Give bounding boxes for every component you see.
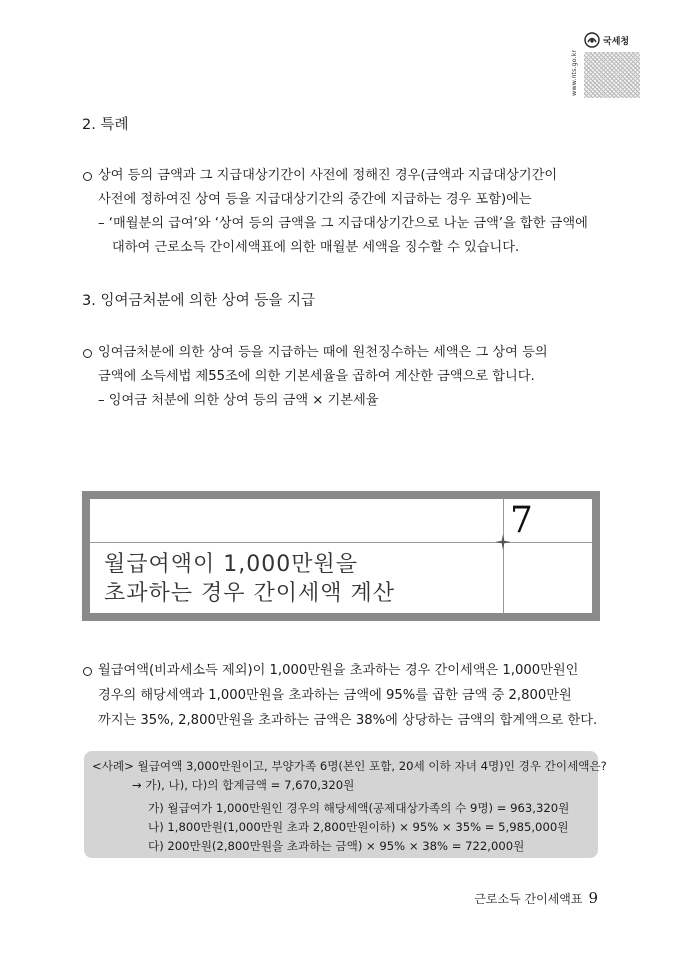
- section-7-para-line1: 월급여액(비과세소득 제외)이 1,000만원을 초과하는 경우 간이세액은 1,000만원인: [98, 663, 579, 678]
- nts-logo: [570, 28, 642, 98]
- example-line1: <사례> 월급여액 3,000만원이고, 부양가족 6명(본인 포함, 20세 이하 자녀 4명)인 경우 간이세액은?: [92, 759, 607, 773]
- section-2-para-line2: 사전에 정하여진 상여 등을 지급대상기간의 중간에 지급하는 경우 포함)에는: [98, 192, 532, 207]
- page-footer: [474, 889, 598, 907]
- section-2-sub-line1: – ‘매월분의 급여’와 ‘상여 등의 금액을 그 지급대상기간으로 나눈 금액’을 합한 금액에: [98, 216, 588, 231]
- section-3-heading: 3. 잉여금처분에 의한 상여 등을 지급: [82, 293, 315, 309]
- example-line2: → 가), 나), 다)의 합계금액 = 7,670,320원: [132, 778, 355, 792]
- chapter-title-line2: 초과하는 경우 간이세액 계산: [104, 581, 396, 606]
- logo-brand: 국세청: [603, 37, 630, 47]
- section-7-para-line3: 까지는 35%, 2,800만원을 초과하는 금액은 38%에 상당하는 금액의 합계액으로 한다.: [98, 713, 598, 728]
- section-2-para-line1: 상여 등의 금액과 그 지급대상기간이 사전에 정해진 경우(금액과 지급대상기간이: [98, 168, 558, 183]
- chapter-divider-vertical: [503, 499, 504, 613]
- chapter-banner: [82, 491, 600, 621]
- sparkle-icon: [495, 534, 511, 550]
- example-line3: 가) 월급여가 1,000만원인 경우의 해당세액(공제대상가족의 수 9명) = 963,320원: [148, 801, 570, 815]
- section-3-para-line1: 잉여금처분에 의한 상여 등을 지급하는 때에 원천징수하는 세액은 그 상여 등의: [98, 345, 548, 360]
- chapter-title-line1: 월급여액이 1,000만원을: [104, 552, 358, 577]
- logo-url: www.nts.go.kr: [570, 49, 578, 96]
- section-2-sub-line2: 대하여 근로소득 간이세액표에 의한 매월분 세액을 징수할 수 있습니다.: [112, 240, 520, 255]
- chapter-divider-horizontal: [90, 542, 592, 543]
- chapter-number: 7: [510, 500, 533, 541]
- section-3-para-line2: 금액에 소득세법 제55조에 의한 기본세율을 곱하여 계산한 금액으로 합니다.: [98, 369, 535, 384]
- chapter-banner-inner: [90, 499, 592, 613]
- logo-pattern: [584, 52, 640, 98]
- emblem-icon: [584, 32, 600, 48]
- page-number: 9: [588, 889, 598, 907]
- bullet-circle-icon: [83, 667, 92, 676]
- section-7-para-line2: 경우의 해당세액과 1,000만원을 초과하는 금액에 95%를 곱한 금액 중 2,800만원: [98, 688, 572, 703]
- bullet-circle-icon: [83, 349, 92, 358]
- example-line4: 나) 1,800만원(1,000만원 초과 2,800만원이하) × 95% × 35% = 5,985,000원: [148, 820, 569, 834]
- example-line5: 다) 200만원(2,800만원을 초과하는 금액) × 95% × 38% = 722,000원: [148, 839, 525, 853]
- footer-label: 근로소득 간이세액표: [474, 892, 583, 906]
- example-box: [84, 751, 607, 858]
- section-3-sub-line1: – 잉여금 처분에 의한 상여 등의 금액 × 기본세율: [98, 393, 379, 408]
- bullet-circle-icon: [83, 172, 92, 181]
- section-2-heading: 2. 특례: [82, 117, 129, 133]
